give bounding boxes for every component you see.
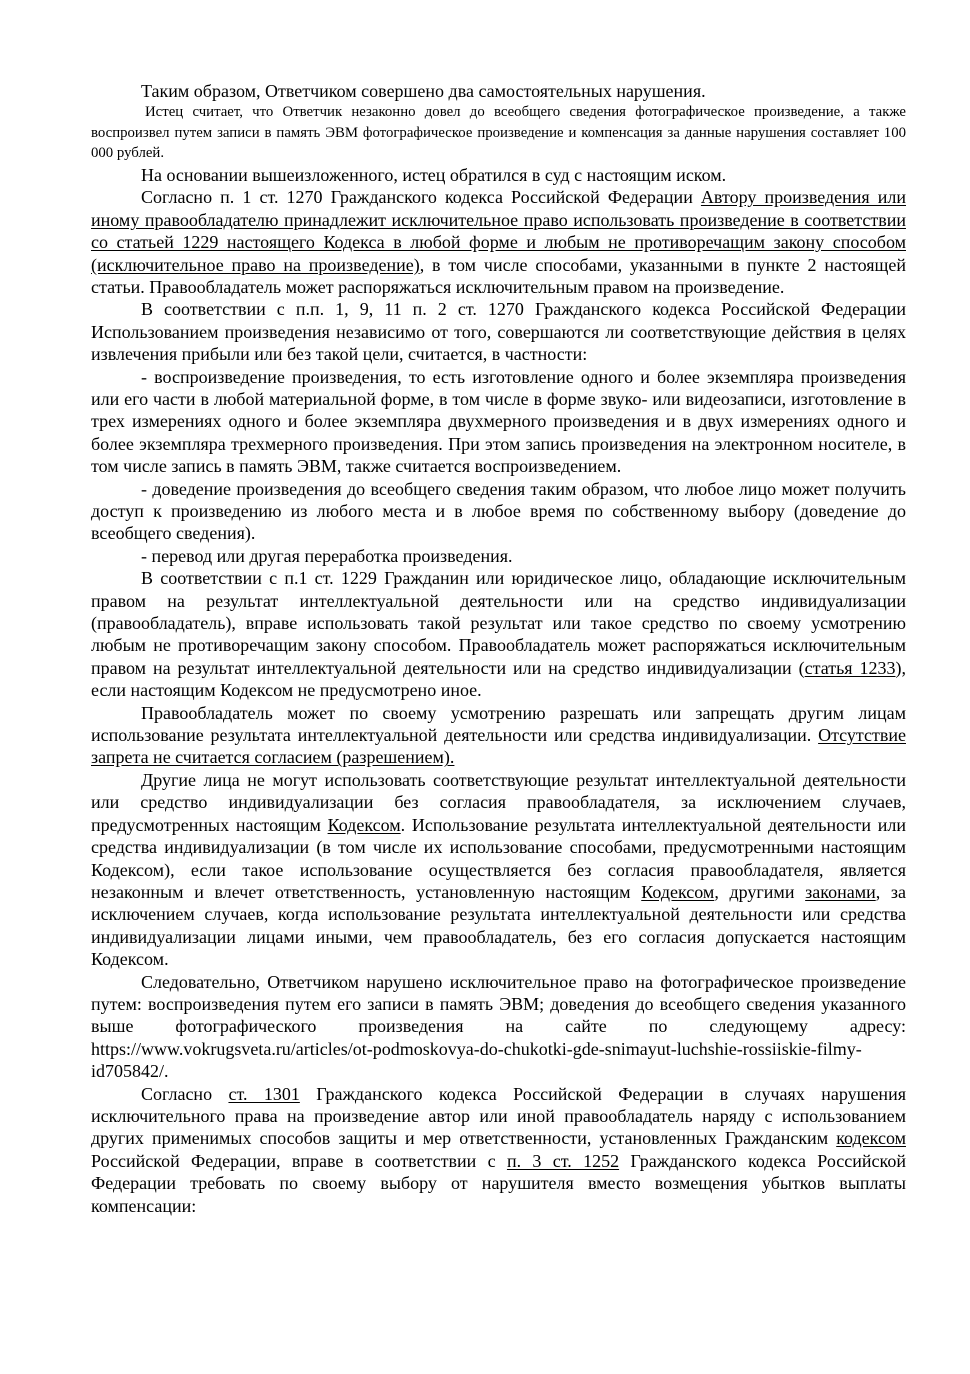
underlined-text-run: Кодексом: [641, 881, 715, 902]
text-run: В соответствии с п.п. 1, 9, 11 п. 2 ст. 1270 Гражданского кодекса Российской Федерации Использованием произведения независимо от того, совершаются ли соответствующие действия в целях извлечения прибыли или без такой цели, считается, в частности:: [91, 299, 906, 365]
paragraph-conclusion-violation: [91, 971, 906, 1083]
text-run: В соответствии с п.1 ст. 1229 Гражданин или юридическое лицо, обладающие исключительным правом на результат интеллектуальной деятельности или на средство индивидуализации (правообладатель), вправе использовать такой результат или такое средство по своему усмотрению любым не противоречащим закону способом. Правообладатель может распоряжаться исключительным правом на результат интеллектуальной деятельности или на средство индивидуализации (: [91, 568, 906, 678]
paragraph-gk-1301-compensation: [91, 1083, 906, 1217]
text-run: Истец считает, что Ответчик незаконно довел до всеобщего сведения фотографическое произведение, а также воспроизвел путем записи в память ЭВМ фотографическое произведение и компенсация за данные нарушения составляет 100 000 рублей.: [91, 104, 906, 162]
text-run: - доведение произведения до всеобщего сведения таким образом, что любое лицо может получить доступ к произведению из любого места и в любое время по собственному выбору (доведение до всеобщего сведения).: [91, 478, 906, 544]
underlined-text-run: ст. 1301: [228, 1083, 300, 1104]
paragraph-gk-1270-p1: [91, 186, 906, 298]
text-run: Таким образом, Ответчиком совершено два самостоятельных нарушения.: [141, 81, 706, 101]
paragraph-gk-1229-p1: [91, 567, 906, 701]
paragraph-claim-compensation: [91, 102, 906, 164]
list-item-translation: [91, 545, 906, 567]
text-run: - воспроизведение произведения, то есть изготовление одного и более экземпляра произведения или его части в любой материальной форме, в том числе в форме звуко- или видеозаписи, изготовление в трех измерениях одного и более экземпляра двухмерного произведения и в двух измерениях одного и более экземпляра трехмерного произведения. При этом запись произведения на электронном носителе, в том числе запись в память ЭВМ, также считается воспроизведением.: [91, 366, 906, 477]
underlined-text-run: Кодексом: [327, 814, 401, 835]
paragraph-gk-1270-p2-intro: [91, 298, 906, 365]
underlined-text-run: Автору произведения или иному правообладателю принадлежит исключительное право использовать произведение в соответствии со статьей 1229 настоящего Кодекса в любой форме и любым не противоречащим закону способом (исключительное право на произведение): [91, 187, 907, 275]
paragraph-rightsholder-permission: [91, 702, 906, 769]
underlined-text-run: Отсутствие запрета не считается согласием (разрешением).: [91, 725, 906, 768]
text-run: , другими: [714, 881, 806, 902]
text-run: Правообладатель может по своему усмотрению разрешать или запрещать другим лицам использование результата интеллектуальной деятельности или средства индивидуализации.: [91, 702, 906, 746]
text-run: - перевод или другая переработка произведения.: [141, 545, 513, 566]
text-run: , в том числе способами, указанными в пункте 2 настоящей статьи. Правообладатель может распоряжаться исключительным правом на произведение.: [91, 254, 906, 297]
underlined-text-run: кодексом: [836, 1128, 906, 1149]
text-run: , за исключением случаев, когда использование результата интеллектуальной деятельности или средства индивидуализации лицами иными, чем правообладатель, без его согласия допускается настоящим Кодексом.: [91, 881, 906, 970]
text-run: Гражданского кодекса Российской Федерации в случаях нарушения исключительного права на произведение автор или иной правообладатель наряду с использованием других применимых способов защиты и мер ответственности, установленных Гражданским: [91, 1083, 906, 1149]
underlined-text-run: статья 1233: [804, 657, 896, 678]
paragraph-filing-statement: [91, 164, 906, 186]
text-run: ), если настоящим Кодексом не предусмотрено иное.: [91, 657, 907, 701]
text-run: . Использование результата интеллектуальной деятельности или средства индивидуализации (в том числе их использование способами, предусмотренными настоящим Кодексом), если такое использование осуществляется без согласия правообладателя, является незаконным и влечет ответственность, установленную настоящим: [91, 814, 906, 902]
paragraph-two-violations: [91, 80, 906, 102]
text-run: Гражданского кодекса Российской Федерации требовать по своему выбору от нарушителя вместо возмещения убытков выплаты компенсации:: [91, 1150, 906, 1216]
text-run: Согласно: [141, 1083, 229, 1104]
paragraph-third-parties-use: [91, 769, 906, 971]
text-run: Другие лица не могут использовать соответствующие результат интеллектуальной деятельности или средство индивидуализации без согласия правообладателя, за исключением случаев, предусмотренных настоящим: [91, 769, 906, 835]
text-run: На основании вышеизложенного, истец обратился в суд с настоящим иском.: [141, 164, 727, 185]
underlined-text-run: законами: [805, 881, 876, 902]
text-run: Согласно п. 1 ст. 1270 Гражданского кодекса Российской Федерации: [141, 187, 701, 208]
text-run: Следовательно, Ответчиком нарушено исключительное право на фотографическое произведение путем: воспроизведения путем его записи в память ЭВМ; доведения до всеобщего сведения указанного выше фотографического произведения на сайте по следующему адресу: https://www.vokrugsveta.ru/articles/ot-podmoskovya-do-chukotki-gde-snimayut-luchshie-rossiiskie-filmy-id705842/.: [91, 971, 906, 1082]
text-run: Российской Федерации, вправе в соответствии с: [91, 1150, 507, 1171]
list-item-making-available: [91, 478, 906, 545]
underlined-text-run: п. 3 ст. 1252: [506, 1150, 620, 1171]
list-item-reproduction: [91, 366, 906, 478]
